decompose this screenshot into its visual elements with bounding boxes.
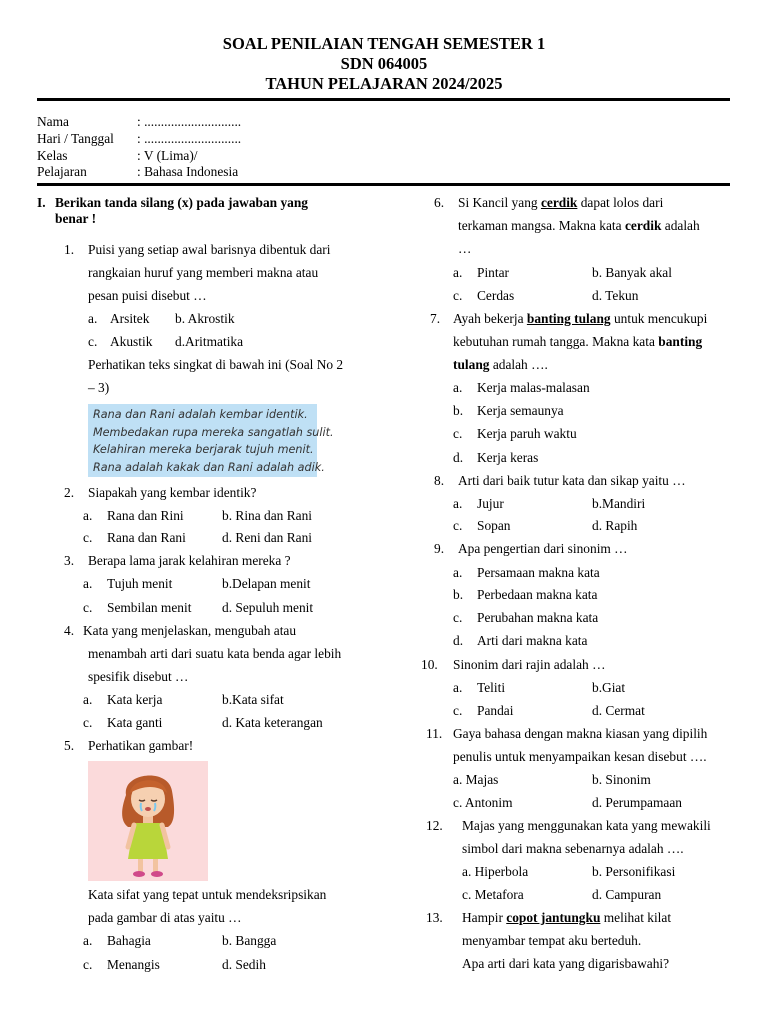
q4-text: Kata yang menjelaskan, mengubah atau <box>83 623 297 638</box>
section-title: Berikan tanda silang (x) pada jawaban yang <box>55 195 308 210</box>
q2-text: Siapakah yang kembar identik? <box>88 485 257 500</box>
q3-option-d: d. Sepuluh menit <box>222 600 314 615</box>
q7-text: tulang adalah …. <box>453 357 548 372</box>
girl-figure <box>88 761 208 881</box>
q12-number: 12. <box>426 818 443 833</box>
q9-option-d: Arti dari makna kata <box>477 633 588 648</box>
q4-number: 4. <box>64 623 75 638</box>
q3-option-b: b.Delapan menit <box>222 576 311 591</box>
q7-text: Ayah bekerja banting tulang untuk mencukupi <box>453 311 708 326</box>
q6-text: … <box>458 241 472 256</box>
q4-option-a-letter: a. <box>83 692 93 707</box>
q9-option-b: Perbedaan makna kata <box>477 587 598 602</box>
q11-number: 11. <box>426 726 443 741</box>
q9-text: Apa pengertian dari sinonim … <box>458 541 628 556</box>
q13-text: Apa arti dari kata yang digarisbawahi? <box>462 956 670 971</box>
q12-option-a: a. Hiperbola <box>462 864 529 879</box>
q13-text: Hampir copot jantungku melihat kilat <box>462 910 672 925</box>
q4-text: menambah arti dari suatu kata benda agar lebih <box>88 646 342 661</box>
section-title-cont: benar ! <box>55 211 97 226</box>
q7-option-c-letter: c. <box>453 426 463 441</box>
q2-number: 2. <box>64 485 75 500</box>
identity-divider <box>37 183 730 186</box>
q5-option-c-letter: c. <box>83 957 93 972</box>
q5-number: 5. <box>64 738 75 753</box>
q7-option-c: Kerja paruh waktu <box>477 426 577 441</box>
q9-option-d-letter: d. <box>453 633 464 648</box>
q4-text: spesifik disebut … <box>88 669 189 684</box>
q6-option-c-letter: c. <box>453 288 463 303</box>
q8-option-b: b.Mandiri <box>592 496 646 511</box>
q8-option-c: Sopan <box>477 518 511 533</box>
q1-option-c-letter: c. <box>88 334 98 349</box>
q11-text: Gaya bahasa dengan makna kiasan yang dipilih <box>453 726 708 741</box>
q9-option-b-letter: b. <box>453 587 464 602</box>
q11-option-d: d. Perumpamaan <box>592 795 682 810</box>
exam-title: SOAL PENILAIAN TENGAH SEMESTER 1 <box>222 34 546 53</box>
exam-header <box>0 34 768 94</box>
q12-text: simbol dari makna sebenarnya adalah …. <box>462 841 684 856</box>
q2-option-a-letter: a. <box>83 508 93 523</box>
q9-option-a-letter: a. <box>453 565 463 580</box>
q7-option-a-letter: a. <box>453 380 463 395</box>
q10-option-a: Teliti <box>477 680 506 695</box>
q11-text: penulis untuk menyampaikan kesan disebut …. <box>453 749 707 764</box>
q9-option-c: Perubahan makna kata <box>477 610 599 625</box>
q1-text: rangkaian huruf yang memberi makna atau <box>88 265 319 280</box>
q13-number: 13. <box>426 910 443 925</box>
crying-girl-illustration <box>88 761 208 881</box>
q10-number: 10. <box>421 657 438 672</box>
q5-option-a-letter: a. <box>83 933 93 948</box>
q10-text: Sinonim dari rajin adalah … <box>453 657 606 672</box>
q10-option-c-letter: c. <box>453 703 463 718</box>
q3-number: 3. <box>64 553 75 568</box>
q2-option-a: Rana dan Rini <box>107 508 184 523</box>
academic-year: TAHUN PELAJARAN 2024/2025 <box>265 74 503 93</box>
q7-option-b-letter: b. <box>453 403 464 418</box>
q6-option-a: Pintar <box>477 265 509 280</box>
q3-option-c: Sembilan menit <box>107 600 192 615</box>
q5-option-b: b. Bangga <box>222 933 277 948</box>
q1-option-c: Akustik <box>110 334 153 349</box>
q1-number: 1. <box>64 242 75 257</box>
q5-text: Perhatikan gambar! <box>88 738 194 753</box>
q13-text: menyambar tempat aku berteduh. <box>462 933 642 948</box>
q4-option-c-letter: c. <box>83 715 93 730</box>
q10-option-b: b.Giat <box>592 680 626 695</box>
q5-option-d: d. Sedih <box>222 957 266 972</box>
q4-option-c: Kata ganti <box>107 715 163 730</box>
q4-option-d: d. Kata keterangan <box>222 715 323 730</box>
q8-option-a: Jujur <box>477 496 504 511</box>
q12-option-d: d. Campuran <box>592 887 662 902</box>
q4-option-b: b.Kata sifat <box>222 692 284 707</box>
q1-option-b: b. Akrostik <box>175 311 235 326</box>
header-divider <box>37 98 730 101</box>
q6-option-d: d. Tekun <box>592 288 639 303</box>
q6-text: Si Kancil yang cerdik dapat lolos dari <box>458 195 664 210</box>
passage-instruction: – 3) <box>88 380 110 395</box>
q10-option-a-letter: a. <box>453 680 463 695</box>
q7-option-d: Kerja keras <box>477 450 539 465</box>
q1-option-a-letter: a. <box>88 311 98 326</box>
q9-option-c-letter: c. <box>453 610 463 625</box>
q6-option-a-letter: a. <box>453 265 463 280</box>
q6-option-c: Cerdas <box>477 288 515 303</box>
q8-number: 8. <box>434 473 445 488</box>
q7-option-d-letter: d. <box>453 450 464 465</box>
q2-option-b: b. Rina dan Rani <box>222 508 313 523</box>
q5-text: pada gambar di atas yaitu … <box>88 910 242 925</box>
q12-text: Majas yang menggunakan kata yang mewakili <box>462 818 711 833</box>
school-name: SDN 064005 <box>340 54 428 73</box>
q11-option-a: a. Majas <box>453 772 499 787</box>
q3-text: Berapa lama jarak kelahiran mereka ? <box>88 553 291 568</box>
q1-text: pesan puisi disebut … <box>88 288 207 303</box>
q12-option-c: c. Metafora <box>462 887 524 902</box>
q5-option-a: Bahagia <box>107 933 151 948</box>
q11-option-b: b. Sinonim <box>592 772 651 787</box>
section-number: I. <box>37 195 46 210</box>
q8-option-d: d. Rapih <box>592 518 638 533</box>
q7-option-a: Kerja malas-malasan <box>477 380 590 395</box>
q11-option-c: c. Antonim <box>453 795 513 810</box>
q1-text: Puisi yang setiap awal barisnya dibentuk dari <box>88 242 331 257</box>
q8-option-a-letter: a. <box>453 496 463 511</box>
q3-option-c-letter: c. <box>83 600 93 615</box>
reading-passage: Rana dan Rani adalah kembar identik. Membedakan rupa mereka sangatlah sulit. Kelahiran mereka berjarak tujuh menit. Rana adalah kakak dan Rani adalah adik. <box>88 404 317 477</box>
q3-option-a-letter: a. <box>83 576 93 591</box>
q9-option-a: Persamaan makna kata <box>477 565 600 580</box>
q4-option-a: Kata kerja <box>107 692 163 707</box>
q9-number: 9. <box>434 541 445 556</box>
q10-option-c: Pandai <box>477 703 514 718</box>
q7-option-b: Kerja semaunya <box>477 403 564 418</box>
q6-text: terkaman mangsa. Makna kata cerdik adalah <box>458 218 700 233</box>
q8-text: Arti dari baik tutur kata dan sikap yaitu … <box>458 473 686 488</box>
q6-option-b: b. Banyak akal <box>592 265 672 280</box>
q10-option-d: d. Cermat <box>592 703 645 718</box>
q8-option-c-letter: c. <box>453 518 463 533</box>
q2-option-c: Rana dan Rani <box>107 530 186 545</box>
q7-number: 7. <box>430 311 441 326</box>
q6-number: 6. <box>434 195 445 210</box>
q3-option-a: Tujuh menit <box>107 576 173 591</box>
q2-option-c-letter: c. <box>83 530 93 545</box>
q7-text: kebutuhan rumah tangga. Makna kata banting <box>453 334 703 349</box>
q5-text: Kata sifat yang tepat untuk mendeksripsikan <box>88 887 327 902</box>
q12-option-b: b. Personifikasi <box>592 864 676 879</box>
q1-option-d: d.Aritmatika <box>175 334 244 349</box>
passage-instruction: Perhatikan teks singkat di bawah ini (Soal No 2 <box>88 357 344 372</box>
q2-option-d: d. Reni dan Rani <box>222 530 313 545</box>
q5-option-c: Menangis <box>107 957 160 972</box>
q1-option-a: Arsitek <box>110 311 150 326</box>
